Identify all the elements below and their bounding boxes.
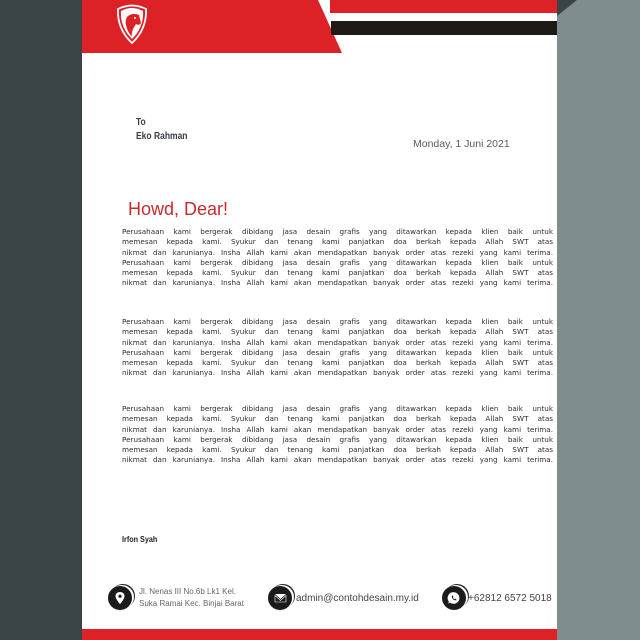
body-line: memesan kepada kami. Syukur dan tenang kami panjatkan doa berkah kepada Allah SWT atas xyxy=(122,268,553,278)
address-text xyxy=(139,586,244,610)
body-line: nikmat dan karunianya. Insha Allah kami akan mendapatkan banyak order atas rezeki yang kami terima. xyxy=(122,368,553,378)
body-line: Perusahaan kami bergerak dibidang jasa desain grafis yang ditawarkan kepada klien baik untuk xyxy=(122,404,553,413)
body-line: Perusahaan kami bergerak dibidang jasa desain grafis yang ditawarkan kepada klien baik untuk xyxy=(122,434,553,444)
whatsapp-icon xyxy=(442,586,466,610)
letter-date: Monday, 1 Juni 2021 xyxy=(413,138,510,150)
body-line: Perusahaan kami bergerak dibidang jasa desain grafis yang ditawarkan kepada klien baik untuk xyxy=(122,347,553,357)
background-frame-corner xyxy=(557,0,577,16)
footer-email xyxy=(268,586,419,610)
body-line: memesan kepada kami. Syukur dan tenang kami panjatkan doa berkah kepada Allah SWT atas xyxy=(122,327,553,337)
signature-name: Irfon Syah xyxy=(122,534,158,544)
body-line: nikmat dan karunianya. Insha Allah kami akan mendapatkan banyak order atas rezeki yang kami terima. xyxy=(122,424,553,434)
address-line-1: Jl. Nenas III No.6b Lk1 Kel. xyxy=(139,587,236,596)
body-line: memesan kepada kami. Syukur dan tenang kami panjatkan doa berkah kepada Allah SWT atas xyxy=(122,358,553,368)
body-line: memesan kepada kami. Syukur dan tenang kami panjatkan doa berkah kepada Allah SWT atas xyxy=(122,237,553,247)
body-line: nikmat dan karunianya. Insha Allah kami akan mendapatkan banyak order atas rezeki yang kami terima. xyxy=(122,278,553,288)
letterhead-page xyxy=(82,0,557,640)
phone-link[interactable]: +62812 6572 5018 xyxy=(468,592,552,604)
body-paragraph-3 xyxy=(122,404,553,466)
body-line: nikmat dan karunianya. Insha Allah kami akan mendapatkan banyak order atas rezeki yang kami terima. xyxy=(122,455,553,465)
greeting-heading: Howd, Dear! xyxy=(128,199,229,219)
body-line: nikmat dan karunianya. Insha Allah kami akan mendapatkan banyak order atas rezeki yang kami terima. xyxy=(122,247,553,257)
background-frame-right xyxy=(557,0,640,640)
body-line: Perusahaan kami bergerak dibidang jasa desain grafis yang ditawarkan kepada klien baik untuk xyxy=(122,227,553,236)
body-line: memesan kepada kami. Syukur dan tenang kami panjatkan doa berkah kepada Allah SWT atas xyxy=(122,445,553,455)
recipient-block xyxy=(136,116,187,144)
address-line-2: Suka Ramai Kec. Binjai Barat xyxy=(139,599,244,608)
footer-address xyxy=(108,586,244,610)
background-frame-left xyxy=(0,0,82,640)
footer-red-bar xyxy=(82,629,557,640)
body-paragraph-1 xyxy=(122,227,553,289)
body-paragraph-2 xyxy=(122,317,553,379)
header-black-stripe xyxy=(331,21,557,35)
body-line: Perusahaan kami bergerak dibidang jasa desain grafis yang ditawarkan kepada klien baik untuk xyxy=(122,257,553,267)
body-line: Perusahaan kami bergerak dibidang jasa desain grafis yang ditawarkan kepada klien baik untuk xyxy=(122,317,553,326)
horse-shield-icon xyxy=(115,3,149,45)
location-pin-icon xyxy=(108,586,132,610)
body-line: memesan kepada kami. Syukur dan tenang kami panjatkan doa berkah kepada Allah SWT atas xyxy=(122,414,553,424)
email-link[interactable]: admin@contohdesain.my.id xyxy=(296,592,419,604)
header-red-stripe xyxy=(330,0,557,13)
footer-phone xyxy=(442,586,552,610)
mail-icon xyxy=(268,586,292,610)
body-line: nikmat dan karunianya. Insha Allah kami akan mendapatkan banyak order atas rezeki yang kami terima. xyxy=(122,337,553,347)
recipient-name: Eko Rahman xyxy=(136,131,188,142)
recipient-label: To xyxy=(136,117,146,128)
